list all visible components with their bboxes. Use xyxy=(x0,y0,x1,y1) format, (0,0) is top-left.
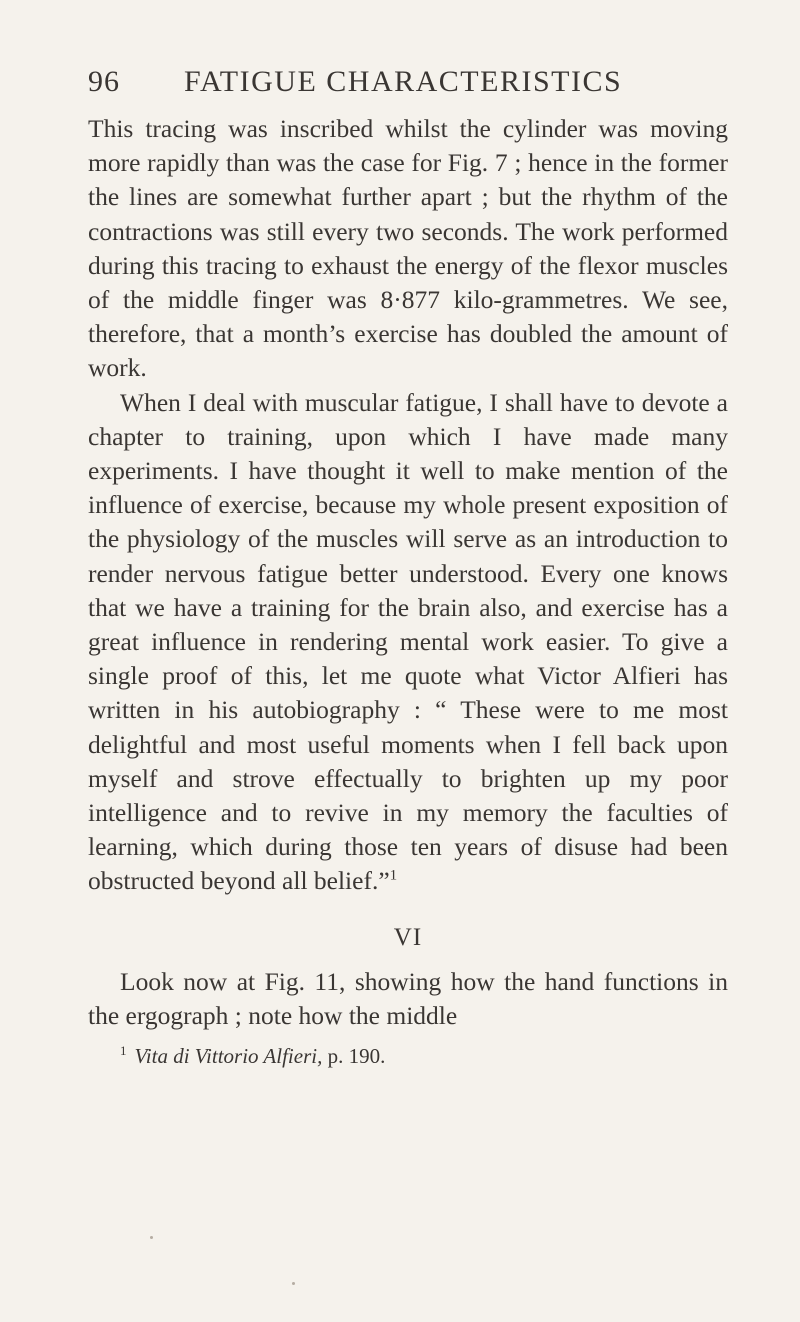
paper-speck xyxy=(150,1236,153,1239)
footnote-mark: 1 xyxy=(120,1043,127,1058)
footnote-source-title: Vita di Vittorio Alfieri, xyxy=(134,1044,323,1068)
paper-speck xyxy=(292,1282,295,1285)
footnote-reference: 1 xyxy=(389,867,398,884)
paragraph-2-text: When I deal with muscular fatigue, I shall have to devote a chapter to training, upon which I have made many experiments. I have thought it well to make mention of the influence of exercise, because my whole present exposition of the physiology of the muscles will serve as an introduction to render nervous fatigue better understood. Every one knows that we have a training for the brain also, and exercise has a great influence in rendering mental work easier. To give a single proof of this, let me quote what Victor Alfieri has written in his autobiography : “ These were to me most delightful and most useful moments when I fell back upon myself and strove effectually to brighten up my poor intelligence and to revive in my memory the faculties of learning, which during those ten years of disuse had been obstructed beyond all belief.” xyxy=(88,387,728,896)
paragraph-2 xyxy=(88,386,728,899)
section-heading: VI xyxy=(393,923,423,951)
paragraph-3: Look now at Fig. 11, showing how the hand functions in the ergograph ; note how the middle xyxy=(88,966,728,1030)
footnote xyxy=(120,1042,728,1070)
paragraph-1: This tracing was inscribed whilst the cylinder was moving more rapidly than was the case for Fig. 7 ; hence in the former the lines are somewhat further apart ; but the rhythm of the contractions was still every two seconds. The work performed during this tracing to exhaust the energy of the flexor muscles of the middle finger was 8·877 kilo-grammetres. We see, therefore, that a month’s exercise has doubled the amount of work. xyxy=(88,114,728,383)
running-header xyxy=(88,62,728,102)
body-text xyxy=(88,112,728,1033)
page-number: 96 xyxy=(88,65,120,98)
footnote-page-reference: p. 190. xyxy=(327,1044,386,1068)
running-title: FATIGUE CHARACTERISTICS xyxy=(184,65,623,98)
